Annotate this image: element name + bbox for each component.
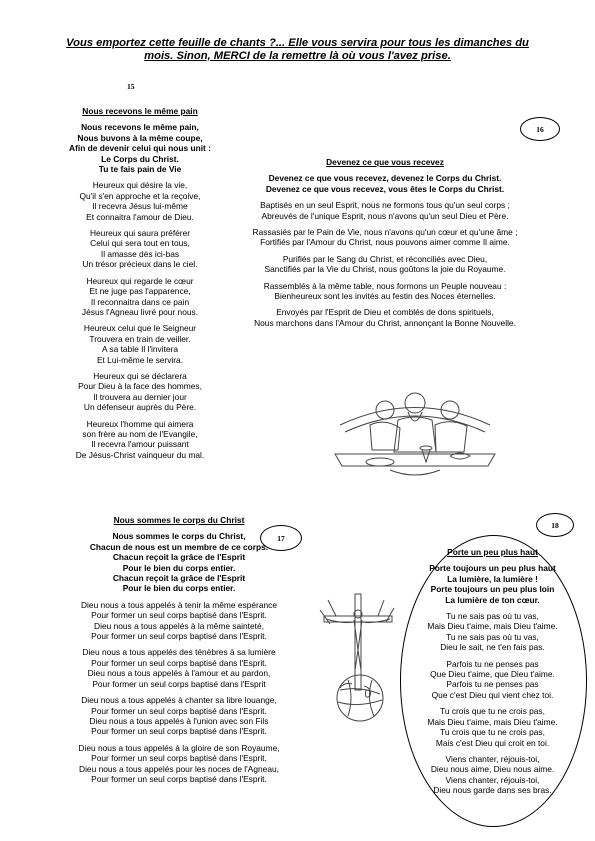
stanza-line: Et Lui-même le servira. (96, 354, 184, 365)
stanza-line: Pour former un seul corps baptisé dans l'Esprit. (91, 610, 267, 621)
stanza (50, 276, 230, 318)
stanza-line: Tu ne sais pas où tu vas, (446, 631, 539, 642)
stanza-line: Tu ne sais pas où tu vas, (446, 611, 539, 622)
stanza-line: Il reconnaitra dans ce pain (90, 296, 190, 307)
refrain-line: Nous sommes le corps du Christ, (112, 531, 246, 542)
song-title: Nous recevons le même pain (82, 106, 198, 116)
stanza (48, 647, 310, 689)
stanza-line: Pour former un seul corps baptisé dans l'Esprit (92, 678, 266, 689)
song-refrain (220, 173, 550, 194)
song-refrain (50, 122, 230, 174)
song-refrain (48, 531, 310, 593)
stanza (405, 659, 580, 701)
stanza-line: Pour former un seul corps baptisé dans l'Esprit. (91, 657, 267, 668)
stanza-line: Il recevra Jésus lui-même (92, 201, 188, 212)
stanza-line: Pour former un seul corps baptisé dans l'Esprit. (91, 705, 267, 716)
refrain-line: Nous recevons le même pain, (81, 122, 199, 133)
stanza-line: Mais Dieu t'aime, mais Dieu t'aime. (427, 716, 558, 727)
stanza-line: Il amasse dès ici-bas (100, 248, 180, 259)
refrain-line: Pour le bien du corps entier. (122, 583, 236, 594)
refrain-line: Nous buvons à la même coupe, (77, 132, 203, 143)
stanza (220, 200, 550, 221)
page-header (40, 37, 555, 63)
crucifix-globe-illustration (318, 590, 398, 725)
refrain-line: Porte toujours un peu plus haut (429, 563, 556, 574)
stanza-line: Heureux l'homme qui aimera (86, 418, 194, 429)
stanza (50, 371, 230, 413)
stanza-line: Bienheureux sont les invités au festin des Noces éternelles. (274, 291, 496, 302)
page-number-16-oval (520, 117, 560, 141)
stanza-line: Sanctifiés par la Vie du Christ, nous goûtons la joie du Royaume. (264, 264, 506, 275)
stanza (220, 227, 550, 248)
header-line-1: Vous emportez cette feuille de chants ?... Elle vous servira pour tous les dimanches du (66, 37, 529, 49)
stanza (50, 180, 230, 222)
page-number-15: 15 (127, 82, 135, 91)
stanza-line: Trouvera en train de veiller. (89, 333, 191, 344)
stanza-line: Mais c'est Dieu qui croit en toi. (435, 737, 550, 748)
refrain-line: Afin de devenir celui qui nous unit : (69, 143, 211, 154)
stanza (48, 743, 310, 785)
stanza-line: De Jésus-Christ vainqueur du mal. (75, 449, 205, 460)
stanza-line: Parfois tu ne penses pas (446, 658, 539, 669)
stanza-line: Rassasiés par le Pain de Vie, nous n'avons qu'un cœur et qu'une âme ; (252, 227, 518, 238)
stanza-line: Heureux qui se déclarera (93, 370, 187, 381)
stanza (50, 228, 230, 270)
stanza-line: Heureux qui regarde le cœur (86, 275, 194, 286)
stanza (50, 419, 230, 461)
stanza-line: Pour Dieu à la face des hommes, (78, 381, 202, 392)
stanza-line: Abreuvés de l'unique Esprit, nous n'avons qu'un seul Dieu et Père. (261, 210, 509, 221)
song-title: Porte un peu plus haut (447, 547, 538, 557)
stanza-line: Que c'est Dieu qui vient chez toi. (431, 689, 554, 700)
stanza (405, 706, 580, 748)
stanza (50, 323, 230, 365)
last-supper-illustration (330, 370, 500, 490)
stanza-line: Baptisés en un seul Esprit, nous ne formons tous qu'un seul corps ; (260, 200, 510, 211)
stanza-line: Dieu nous a tous appelés des ténèbres à sa lumière (82, 647, 276, 658)
stanza-line: Dieu nous a tous appelés à l'union avec son Fils (89, 715, 269, 726)
refrain-line: Porte toujours un peu plus loin (430, 584, 555, 595)
page-number-18-oval (536, 513, 574, 537)
stanza-line: Viens chanter, réjouis-toi, (445, 753, 540, 764)
song-15 (50, 106, 230, 460)
refrain-line: Devenez ce que vous recevez, devenez le Corps du Christ. (268, 173, 502, 184)
stanza (48, 600, 310, 642)
stanza (220, 281, 550, 302)
stanza-line: Dieu nous a tous appelés à la même sainteté, (94, 620, 264, 631)
stanza-line: Dieu nous a tous appelés à chanter sa libre louange, (81, 695, 277, 706)
stanza-line: Et connaitra l'amour de Dieu. (86, 211, 194, 222)
refrain-line: Le Corps du Christ. (101, 153, 179, 164)
stanza-line: Viens chanter, réjouis-toi, (445, 774, 540, 785)
stanza-line: Il recevra l'amour puissant (91, 439, 189, 450)
page-number-17: 17 (277, 533, 285, 543)
stanza-line: Un défenseur auprès du Père. (83, 402, 197, 413)
refrain-line: Chacun de nous est un membre de ce corps. (89, 541, 269, 552)
refrain-line: Chacun reçoit la grâce de l'Esprit (112, 573, 246, 584)
stanza-line: Fortifiés par l'Amour du Christ, nous pouvons aimer comme Il aime. (260, 237, 510, 248)
song-title: Devenez ce que vous recevez (326, 157, 444, 167)
song-17 (48, 515, 310, 784)
stanza-line: Pour former un seul corps baptisé dans l'Esprit. (91, 773, 267, 784)
stanza-line: Nous marchons dans l'Amour du Christ, annonçant la Bonne Nouvelle. (254, 317, 516, 328)
refrain-line: Pour le bien du corps entier. (122, 562, 236, 573)
stanza-line: Dieu nous a tous appelés pour les noces de l'Agneau, (79, 763, 279, 774)
song-18 (405, 547, 580, 796)
stanza-line: Dieu nous a tous appelés à la gloire de son Royaume, (78, 742, 280, 753)
stanza-line: Rassemblés à la même table, nous formons un Peuple nouveau : (263, 280, 507, 291)
stanza-line: Parfois tu ne penses pas (446, 679, 539, 690)
refrain-line: La lumière, la lumière ! (447, 573, 538, 584)
stanza-line: Pour former un seul corps baptisé dans l'Esprit. (91, 726, 267, 737)
refrain-line: Devenez ce que vous recevez, vous êtes le Corps du Christ. (265, 183, 505, 194)
stanza-line: Que Dieu t'aime, que Dieu t'aime. (430, 669, 555, 680)
stanza-line: Il trouvera au dernier jour (93, 391, 187, 402)
stanza-line: A sa table Il l'invitera (101, 344, 179, 355)
stanza-line: Pour former un seul corps baptisé dans l'Esprit. (91, 753, 267, 764)
stanza-line: Jésus l'Agneau livré pour nous. (81, 306, 199, 317)
stanza-line: Mais Dieu t'aime, mais Dieu t'aime. (427, 621, 558, 632)
stanza (405, 611, 580, 653)
stanza-line: Et ne juge pas l'apparence, (89, 286, 191, 297)
refrain-line: La lumière de ton cœur. (445, 594, 540, 605)
stanza-line: Envoyés par l'Esprit de Dieu et comblés de dons spirituels, (276, 307, 494, 318)
stanza (220, 254, 550, 275)
stanza (48, 695, 310, 737)
stanza-line: Dieu nous a tous appelés à tenir la même espérance (81, 599, 277, 610)
stanza (220, 307, 550, 328)
song-16 (220, 157, 550, 328)
song-title: Nous sommes le corps du Christ (113, 515, 245, 525)
page-number-18: 18 (551, 520, 559, 530)
stanza (405, 754, 580, 796)
stanza-line: Purifiés par le Sang du Christ, et réconciliés avec Dieu, (282, 253, 488, 264)
stanza-line: Qu'il s'en approche et la reçoive, (79, 190, 201, 201)
stanza-line: Dieu nous a tous appelés à l'amour et au pardon, (87, 668, 271, 679)
refrain-line: Chacun reçoit la grâce de l'Esprit (112, 552, 246, 563)
refrain-line: Tu te fais pain de Vie (98, 164, 182, 175)
stanza-line: Un trésor précieux dans le ciel. (82, 259, 198, 270)
page-number-16: 16 (536, 124, 544, 134)
stanza-line: Tu crois que tu ne crois pas, (440, 727, 545, 738)
stanza-line: Heureux qui saura préférer (89, 228, 191, 239)
header-line-2: mois. Sinon, MERCI de la remettre là où vous l'avez prise. (144, 50, 451, 62)
stanza-line: Dieu le sait, ne t'en fais pas. (440, 642, 545, 653)
stanza-line: Heureux celui que le Seigneur (83, 323, 197, 334)
stanza-line: son frère au nom de l'Evangile, (82, 428, 198, 439)
stanza-line: Heureux qui désire la vie, (92, 180, 188, 191)
song-refrain (405, 563, 580, 605)
stanza-line: Pour former un seul corps baptisé dans l'Esprit. (91, 631, 267, 642)
stanza-line: Dieu nous aime, Dieu nous aime. (430, 764, 555, 775)
stanza-line: Dieu nous garde dans ses bras. (433, 785, 552, 796)
stanza-line: Celui qui sera tout en tous, (90, 238, 190, 249)
stanza-line: Tu crois que tu ne crois pas, (440, 706, 545, 717)
